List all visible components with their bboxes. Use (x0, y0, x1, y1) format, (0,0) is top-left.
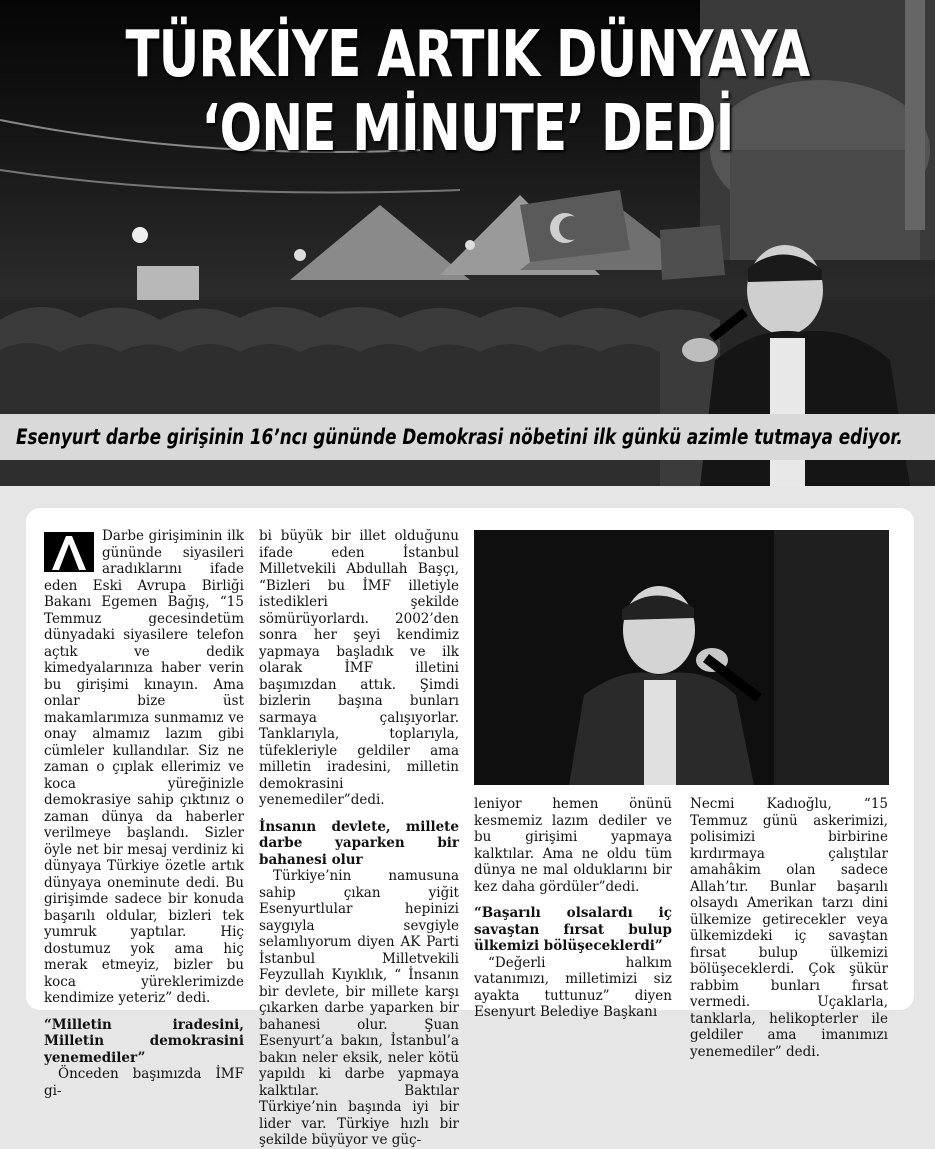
drop-cap-a-icon (44, 532, 94, 572)
article-column-4 (690, 796, 888, 1060)
speaker-photo (474, 530, 889, 785)
headline-line-1: TÜRKİYE ARTIK DÜNYAYA (125, 18, 810, 92)
speaker-illustration (474, 530, 889, 785)
article-column-3 (474, 796, 672, 1021)
article-subhead: “Milletin iradesini, Milletin demokrasini yenemediler” (44, 1016, 244, 1066)
article-paragraph: “Değerli halkım vatanımızı, milletimizi siz ayakta tuttunuz” diyen Esenyurt Belediye Başkanı (474, 954, 672, 1020)
article-paragraph: Darbe girişiminin ilk gününde siyasileri aradıklarını ifade eden Eski Avrupa Birliği Bakanı Egemen Bağış, “15 Temmuz gecesindetüm dünyadaki siyasilere telefon açtık ve dedik kimedyalarınıza haber verin bu girişimi kınayın. Ama onlar bize üst makamlarımıza sunmamız ve onay almamız lazım gibi cümleler kullandılar. Siz ne zaman o çıplak ellerimiz ve koca yüreğinizle demokrasiye sahip çıktınız o zaman dünya da haberler verilmeye başlandı. Sizler öyle net bir mesaj verdiniz ki dünyaya Türkiye özetle artık dünyaya oneminute dedi. Bu girişimde sadece bir konuda başarılı oldular, bizleri tek yumruk yaptılar. Hiç dostumuz yok ama hiç merak etmeyiz, bizler bu koca yüreklerimizde kendimize yeteriz” dedi. (44, 528, 244, 1006)
photo-caption: Esenyurt darbe girişinin 16’ncı gününde Demokrasi nöbetini ilk günkü azimle tutmaya ediyor. (16, 425, 903, 449)
article-paragraph: Necmi Kadıoğlu, “15 Temmuz günü askerimizi, polisimizi birbirine kırdırmaya çalıştılar amahâkim olan sadece Allah’tır. Bunlar başarılı olsaydı Amerikan tarzı dini ülkemize getirecekler veya ülkemizdeki iç savaştan fırsat bulup ülkemizi bölüşeceklerdi. Çok şükür rabbim bunları fırsat vermedi. Uçaklarla, tanklarla, helikopterler ile geldiler ama imanımızı yenemediler” dedi. (690, 796, 888, 1060)
article-column-2 (259, 528, 459, 1149)
article-paragraph: leniyor hemen önünü kesmemiz lazım dediler ve bu girişimi yapmaya kalktılar. Ama ne oldu tüm dünya ne mal olduklarını bir kez daha gördüler”dedi. (474, 796, 672, 895)
article-paragraph: Türkiye’nin namusuna sahip çıkan yiğit Esenyurtlular hepinizi saygıyla sevgiyle selamlıyorum diyen AK Parti İstanbul Milletvekili Feyzullah Kıyıklık, “ İnsanın bir devlete, bir millete karşı çıkarken darbe yaparken bir bahanesi olur. Şuan Esenyurt’a bakın, İstanbul’a bakın neler eksik, neler kötü yapıldı ki darbe yapmaya kalktılar. Baktılar Türkiye’nin başında iyi bir lider var. Türkiye hızlı bir şekilde büyüyor ve güç- (259, 868, 459, 1148)
article-subhead: “Başarılı olsalardı iç savaştan fırsat bulup ülkemizi bölüşeceklerdi” (474, 905, 672, 954)
article-subhead: İnsanın devlete, millete darbe yaparken bir bahanesi olur (259, 818, 459, 868)
article-paragraph: bi büyük bir illet olduğunu ifade eden İstanbul Milletvekili Abdullah Başçı, “Bizleri bu İMF illetiyle istedikleri şekilde sömürüyorlardı. 2002’den sonra her şeyi kendimiz yapmaya başladık ve ilk olarak İMF illetini başımızdan attık. Şimdi bizlerin başına bunları sarmaya çalışıyorlar. Tanklarıyla, toplarıyla, tüfekleriyle geldiler ama milletin iradesini, milletin demokrasini yenemediler”dedi. (259, 528, 459, 808)
article-column-1 (44, 528, 244, 1099)
headline-line-2: ‘ONE MİNUTE’ DEDİ (201, 92, 734, 166)
article-paragraph: Önceden başımızda İMF gi- (44, 1066, 244, 1099)
headline (103, 18, 832, 166)
